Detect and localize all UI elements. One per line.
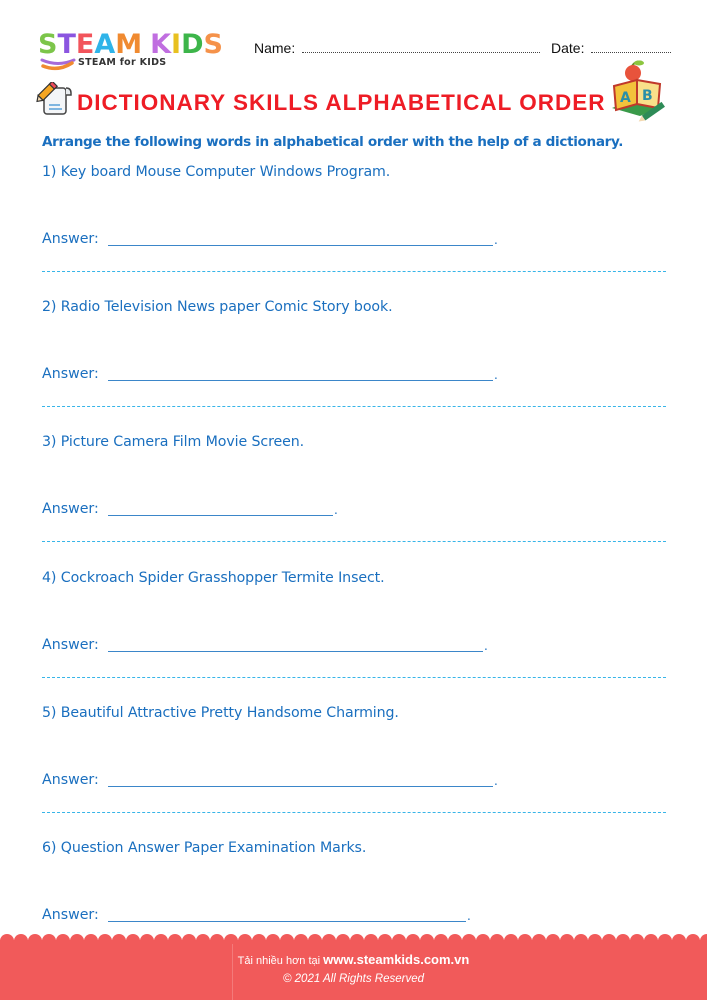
separator xyxy=(42,271,666,272)
logo-letter: M xyxy=(115,29,143,60)
logo-letter: K xyxy=(150,29,172,60)
answer-label-4: Answer: xyxy=(42,637,99,653)
footer xyxy=(0,940,707,1000)
logo-letter: S xyxy=(203,29,223,60)
answer-field-2[interactable] xyxy=(108,380,493,381)
logo-letter: T xyxy=(57,29,76,60)
question-2: 2) Radio Television News paper Comic Story book. xyxy=(42,299,393,315)
pencil-scroll-icon xyxy=(36,82,74,118)
instruction-text: Arrange the following words in alphabetical order with the help of a dictionary. xyxy=(42,134,624,150)
answer-period: . xyxy=(494,774,498,788)
answer-label-5: Answer: xyxy=(42,772,99,788)
abc-book-apple-icon xyxy=(602,58,672,122)
name-field[interactable] xyxy=(302,52,540,53)
question-5: 5) Beautiful Attractive Pretty Handsome Charming. xyxy=(42,705,399,721)
answer-field-6[interactable] xyxy=(108,921,466,922)
logo-letter: A xyxy=(94,29,116,60)
logo-smile-icon xyxy=(40,57,78,73)
steam-kids-logo xyxy=(38,31,238,75)
worksheet-header xyxy=(0,0,707,80)
separator xyxy=(42,812,666,813)
answer-period: . xyxy=(334,503,338,517)
answer-period: . xyxy=(484,639,488,653)
answer-label-6: Answer: xyxy=(42,907,99,923)
date-label: Date: xyxy=(551,40,585,56)
answer-period: . xyxy=(467,909,471,923)
logo-letter: D xyxy=(181,29,204,60)
answer-label-2: Answer: xyxy=(42,366,99,382)
website-link[interactable]: www.steamkids.com.vn xyxy=(323,952,470,967)
svg-text:B: B xyxy=(642,88,653,104)
answer-label-3: Answer: xyxy=(42,501,99,517)
copyright-text: © 2021 All Rights Reserved xyxy=(282,973,424,985)
footer-download-line xyxy=(0,952,707,967)
separator xyxy=(42,541,666,542)
answer-field-4[interactable] xyxy=(108,651,483,652)
question-4: 4) Cockroach Spider Grasshopper Termite Insect. xyxy=(42,570,385,586)
logo-wordmark xyxy=(38,31,223,59)
answer-field-5[interactable] xyxy=(108,786,493,787)
date-field[interactable] xyxy=(591,52,671,53)
separator xyxy=(42,677,666,678)
logo-tagline: STEAM for KIDS xyxy=(78,57,167,68)
question-3: 3) Picture Camera Film Movie Screen. xyxy=(42,434,305,450)
scalloped-edge xyxy=(0,934,707,944)
answer-period: . xyxy=(494,233,498,247)
title-row xyxy=(36,80,676,125)
answer-field-3[interactable] xyxy=(108,515,333,516)
logo-letter: S xyxy=(38,29,58,60)
separator xyxy=(42,406,666,407)
logo-letter: E xyxy=(75,29,95,60)
logo-letter: I xyxy=(171,29,182,60)
question-6: 6) Question Answer Paper Examination Marks. xyxy=(42,840,367,856)
name-label: Name: xyxy=(254,40,296,56)
answer-period: . xyxy=(494,368,498,382)
download-prefix: Tải nhiều hơn tại xyxy=(237,955,324,967)
question-1: 1) Key board Mouse Computer Windows Program. xyxy=(42,164,391,180)
page-title: DICTIONARY SKILLS ALPHABETICAL ORDER xyxy=(77,90,606,115)
answer-label-1: Answer: xyxy=(42,231,99,247)
svg-text:A: A xyxy=(620,90,631,106)
answer-field-1[interactable] xyxy=(108,245,493,246)
